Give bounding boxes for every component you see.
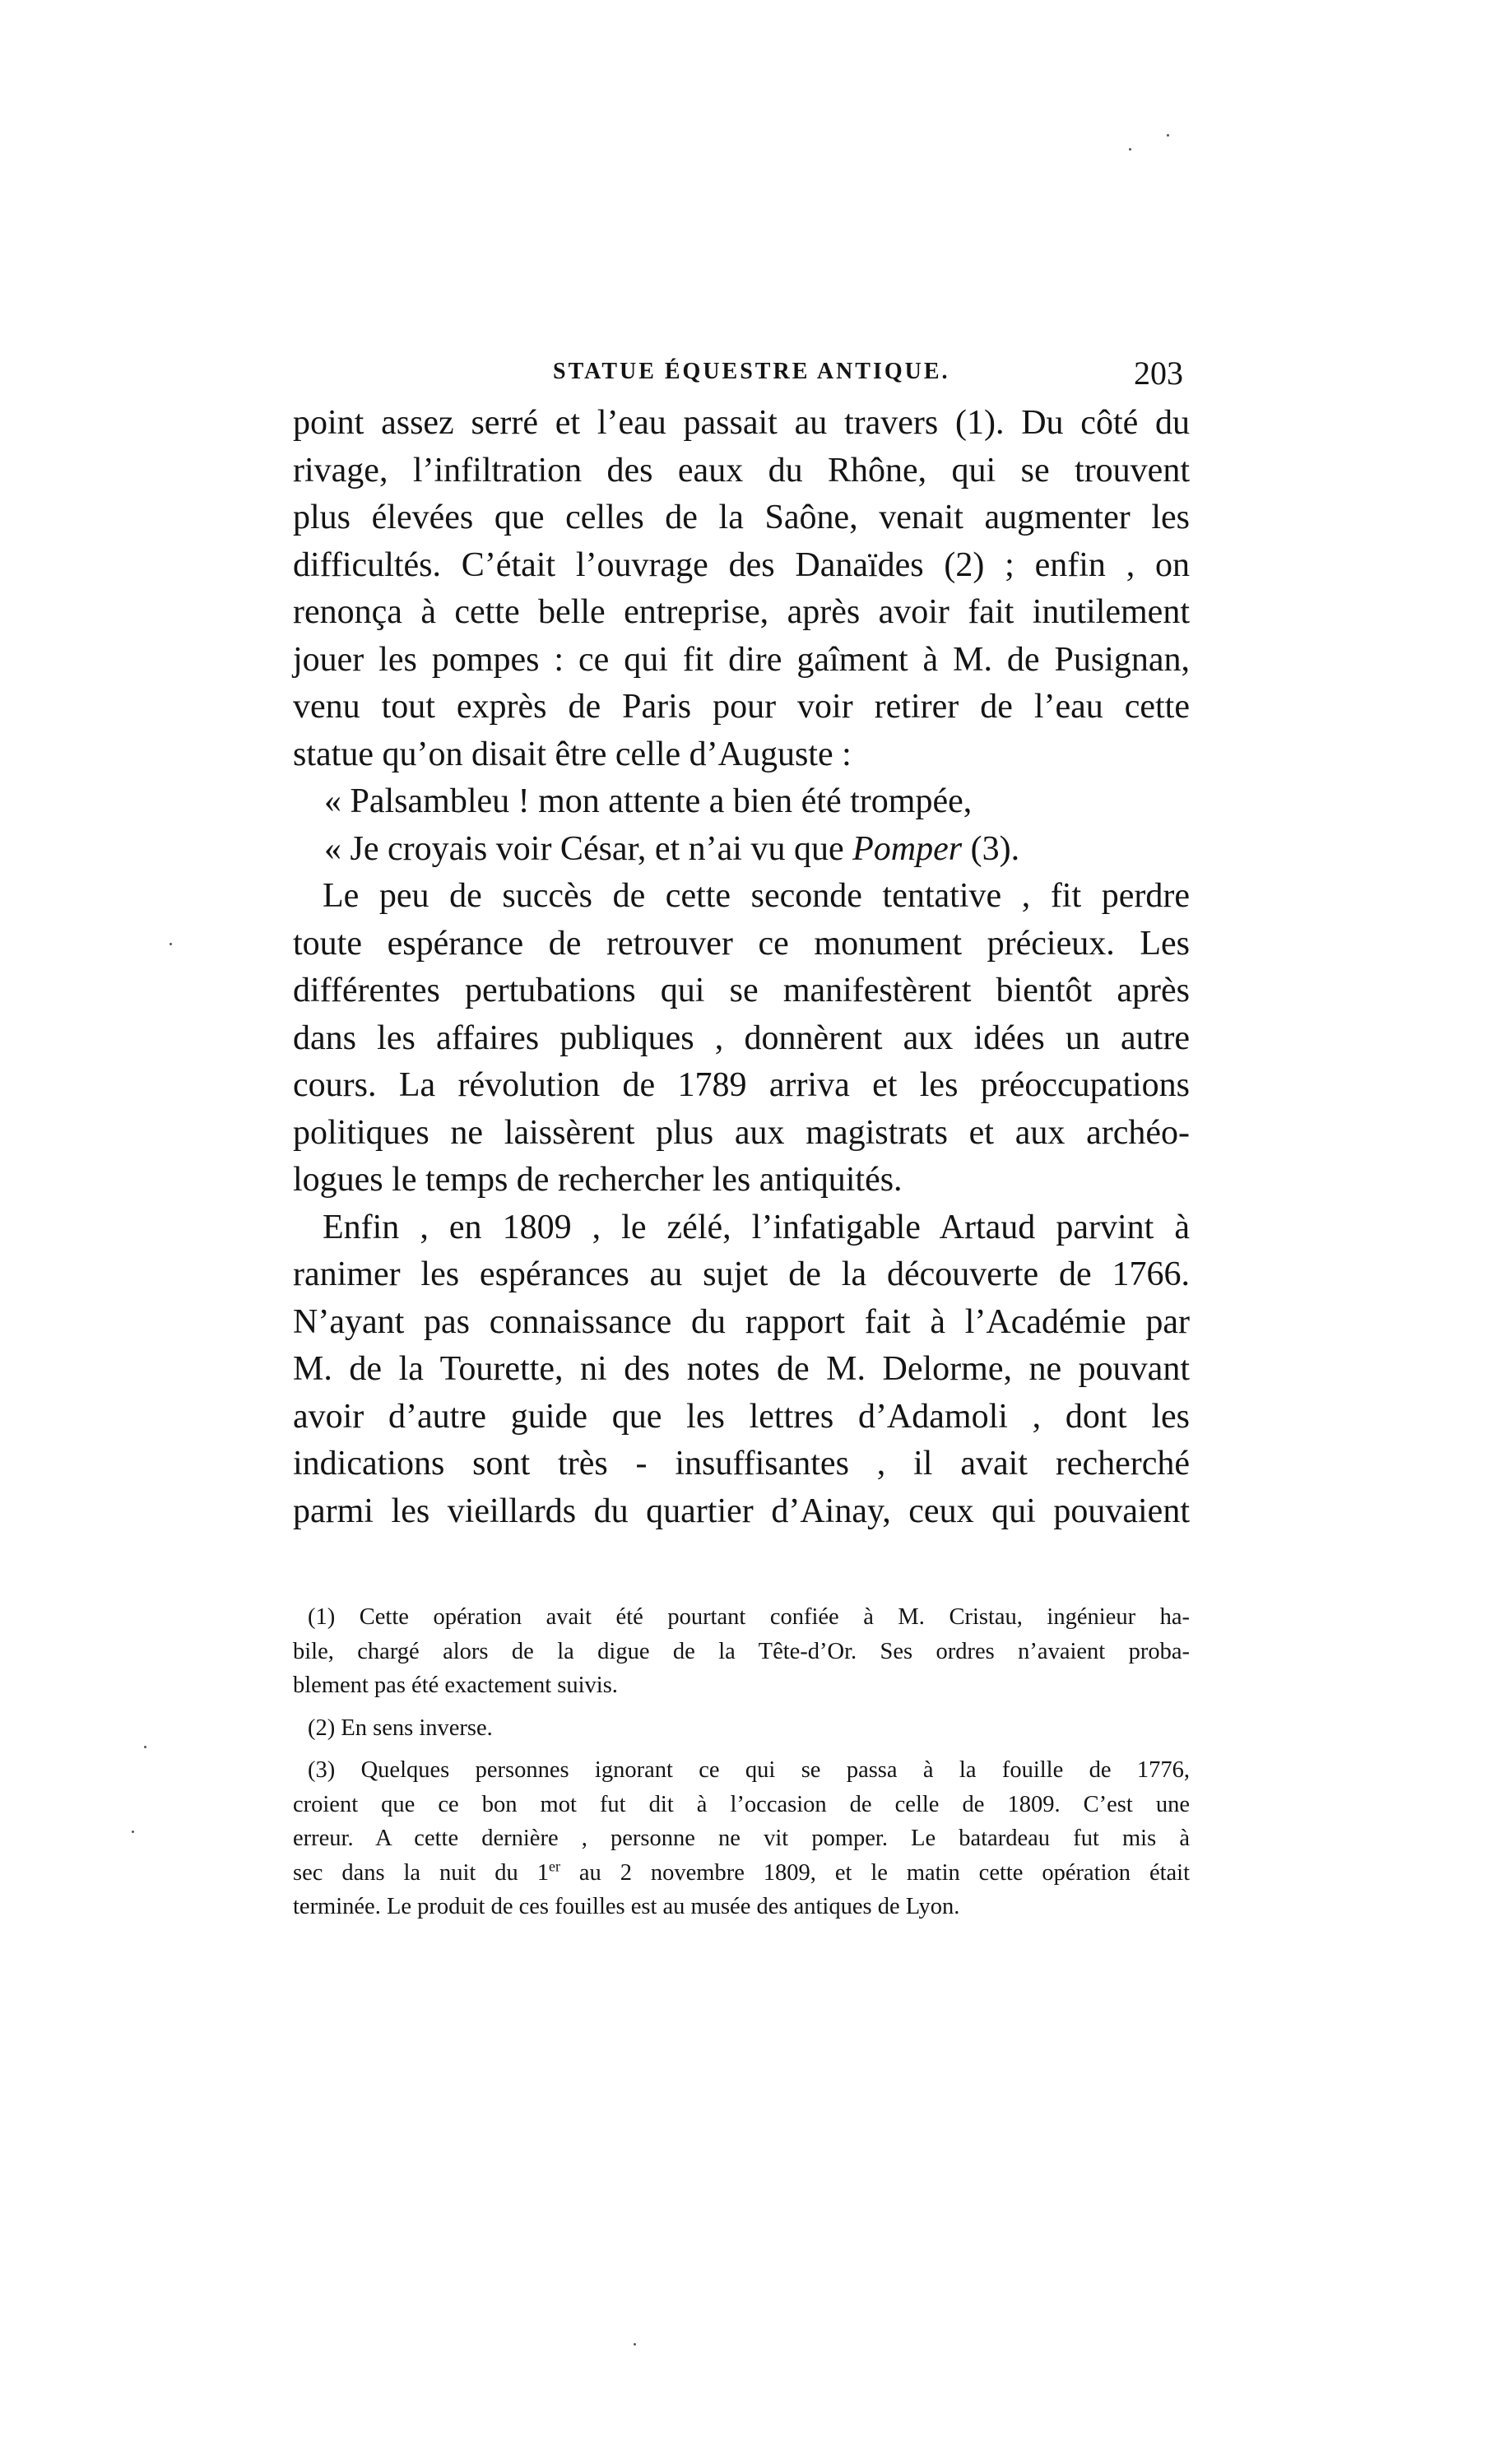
footnote-line: terminée. Le produit de ces fouilles est au musée des antiques de Lyon. (293, 1894, 960, 1919)
footnote-line (293, 1856, 1190, 1891)
paragraph-first-line: Enfin , en 1809 , le zélé, l’infatigable Artaud parvint à (323, 1208, 1190, 1246)
paper-speck (144, 1746, 146, 1748)
paper-speck (132, 1831, 134, 1833)
paper-speck (1167, 134, 1169, 137)
text-line: ranimer les espérances au sujet de la découverte de 1766. (293, 1255, 1190, 1293)
footnote-line: bile, chargé alors de la digue de la Tête-d’Or. Ses ordres n’avaient proba- (293, 1638, 1190, 1664)
text-line: avoir d’autre guide que les lettres d’Adamoli , dont les (293, 1397, 1190, 1436)
text-line: difficultés. C’était l’ouvrage des Danaïdes (2) ; enfin , on (293, 545, 1190, 584)
footnote-1 (293, 1600, 1190, 1703)
text-line: venu tout exprès de Paris pour voir retirer de l’eau cette (293, 688, 1190, 726)
text-line: dans les affaires publiques , donnèrent aux idées un autre (293, 1019, 1190, 1057)
text-line: jouer les pompes : ce qui fit dire gaîment à M. de Pusignan, (293, 640, 1190, 679)
text-line: cours. La révolution de 1789 arriva et les préoccupations (293, 1066, 1190, 1104)
text-line: différentes pertubations qui se manifestèrent bientôt après (293, 972, 1190, 1009)
running-title: STATUE ÉQUESTRE ANTIQUE. (553, 359, 950, 384)
footnote-line: croient que ce bon mot fut dit à l’occasion de celle de 1809. C’est une (293, 1791, 1190, 1817)
text-line: parmi les vieillards du quartier d’Ainay, ceux qui pouvaient (293, 1492, 1190, 1530)
footnote-line: blement pas été exactement suivis. (293, 1673, 618, 1698)
verse-line: « Palsambleu ! mon attente a bien été trompée, (324, 782, 973, 820)
paper-speck (169, 943, 172, 945)
text-line: politiques ne laissèrent plus aux magistrats et aux archéo- (293, 1113, 1190, 1152)
paper-speck (1129, 148, 1131, 151)
text-line: renonça à cette belle entreprise, après avoir fait inutilement (293, 593, 1190, 631)
footnotes (293, 1600, 1190, 1924)
footnote-ref: (3). (970, 829, 1020, 868)
text-line: statue qu’on disait être celle d’Auguste : (293, 735, 852, 773)
verse-line (293, 826, 1190, 874)
footnote-text: au 2 novembre 1809, et le matin cette opération était (578, 1859, 1190, 1886)
footnote-line: (3) Quelques personnes ignorant ce qui se passa à la fouille de 1776, (308, 1757, 1190, 1783)
footnote-2 (293, 1711, 1190, 1746)
verse-italic-word: Pomper (852, 829, 963, 868)
page-number: 203 (1134, 355, 1183, 392)
superscript: er (548, 1858, 560, 1874)
text-line: rivage, l’infiltration des eaux du Rhône, qui se trouvent (293, 451, 1190, 490)
paper-speck (634, 2343, 636, 2346)
footnote-line: (2) En sens inverse. (308, 1715, 493, 1741)
text-line: toute espérance de retrouver ce monument précieux. Les (293, 924, 1190, 963)
footnote-text: sec dans la nuit du 1 (293, 1859, 549, 1886)
text-line: M. de la Tourette, ni des notes de M. Delorme, ne pouvant (293, 1350, 1190, 1388)
text-line: plus élevées que celles de la Saône, venait augmenter les (293, 499, 1190, 536)
text-line: indications sont très - insuffisantes , il avait recherché (293, 1445, 1190, 1483)
text-line: logues le temps de rechercher les antiquités. (293, 1161, 903, 1199)
footnote-3 (293, 1753, 1190, 1924)
text-line: N’ayant pas connaissance du rapport fait à l’Académie par (293, 1302, 1190, 1341)
paragraph-first-line: Le peu de succès de cette seconde tentative , fit perdre (323, 877, 1190, 915)
footnote-line: erreur. A cette dernière , personne ne vit pomper. Le batardeau fut mis à (293, 1826, 1190, 1851)
body-text (293, 400, 1190, 1535)
running-head (293, 354, 1190, 395)
text-line: point assez serré et l’eau passait au travers (1). Du côté du (293, 404, 1190, 442)
footnote-line: (1) Cette opération avait été pourtant confiée à M. Cristau, ingénieur ha- (308, 1604, 1190, 1630)
verse-text: « Je croyais voir César, et n’ai vu que (324, 829, 844, 868)
